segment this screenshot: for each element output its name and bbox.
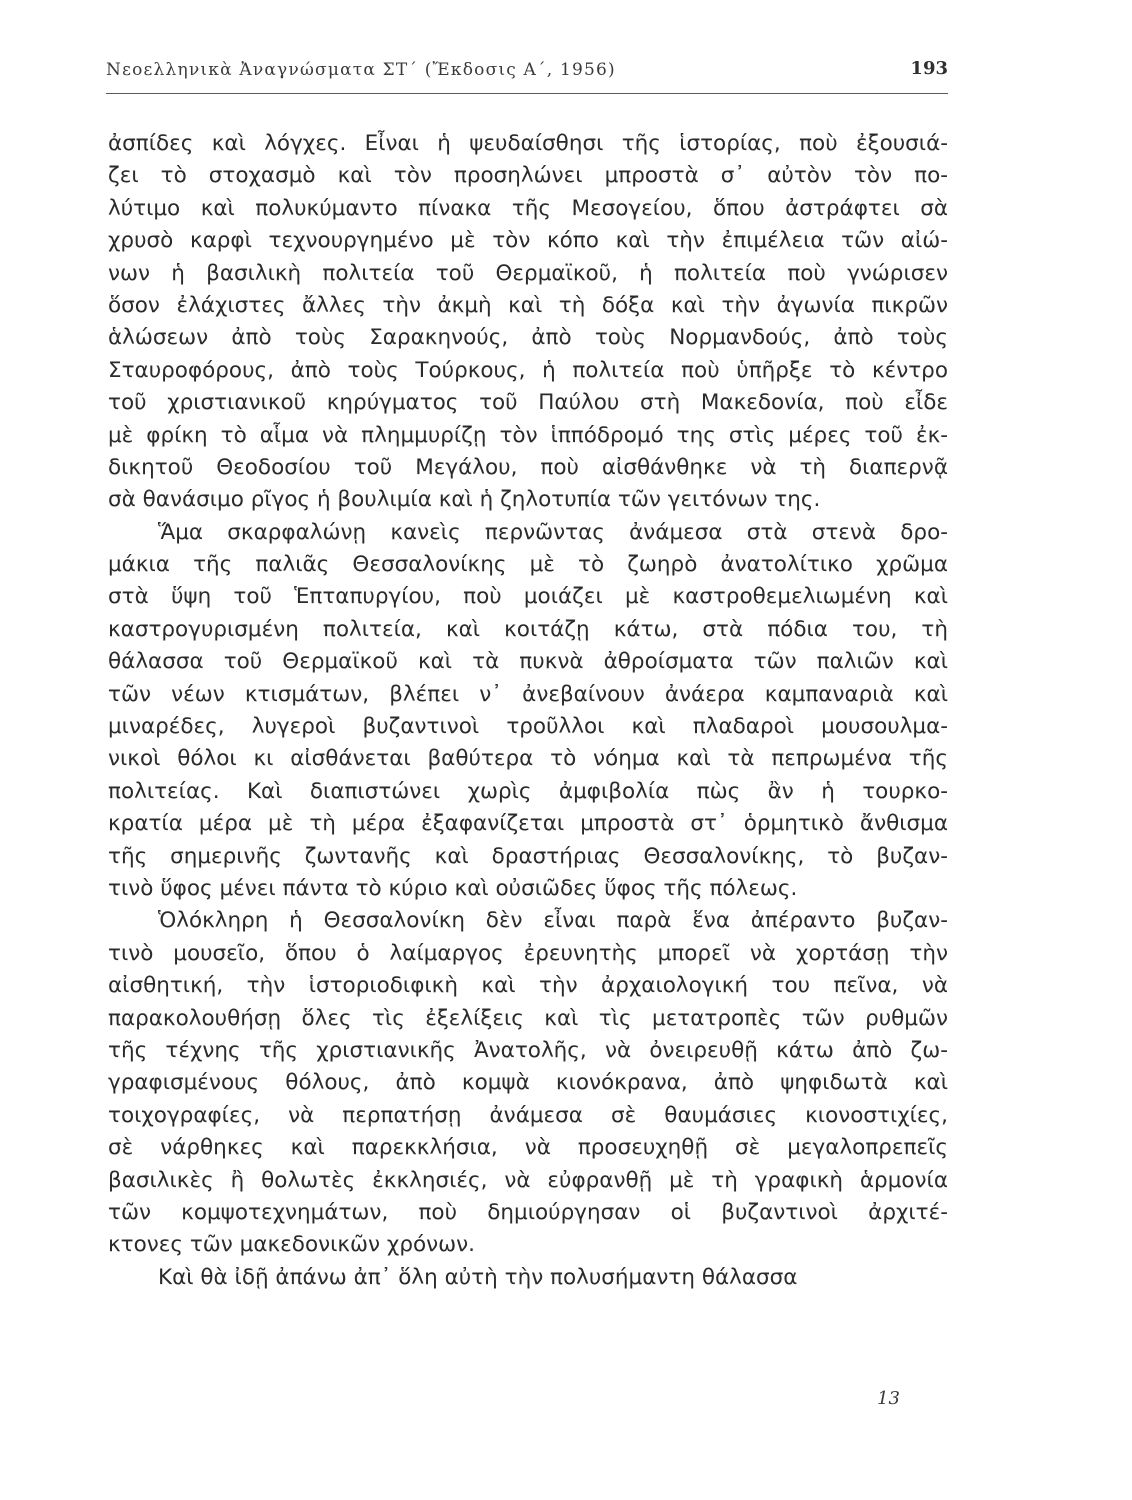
header-title: Νεοελληνικὰ Ἀναγνώσματα ΣΤ΄ (Ἔκδοσις Α΄, 1956) [106,60,616,80]
text-line: πολιτείας. Καὶ διαπιστώνει χωρὶς ἀμφιβολία πὼς ἂν ἡ τουρκο- [108,778,948,804]
text-line: Ἅμα σκαρφαλώνῃ κανεὶς περνῶντας ἀνάμεσα στὰ στενὰ δρο- [158,519,948,545]
page-number: 193 [910,58,948,79]
text-line: κτονες τῶν μακεδονικῶν χρόνων. [108,1232,475,1258]
text-line: τῶν νέων κτισμάτων, βλέπει ν᾽ ἀνεβαίνουν ἀνάερα καμπαναριὰ καὶ [108,681,948,707]
text-line: γραφισμένους θόλους, ἀπὸ κομψὰ κιονόκρανα, ἀπὸ ψηφιδωτὰ καὶ [108,1070,948,1096]
text-line: βασιλικὲς ἢ θολωτὲς ἐκκλησιές, νὰ εὐφρανθῇ μὲ τὴ γραφικὴ ἁρμονία [108,1167,948,1193]
text-line: ζει τὸ στοχασμὸ καὶ τὸν προσηλώνει μπροστὰ σ᾽ αὐτὸν τὸν πο- [108,163,948,189]
text-line: τοιχογραφίες, νὰ περπατήσῃ ἀνάμεσα σὲ θαυμάσιες κιονοστιχίες, [108,1102,948,1128]
text-line: λύτιμο καὶ πολυκύμαντο πίνακα τῆς Μεσογείου, ὅπου ἀστράφτει σὰ [108,195,948,221]
text-line: σὰ θανάσιμο ρῖγος ἡ βουλιμία καὶ ἡ ζηλοτυπία τῶν γειτόνων της. [108,487,821,513]
text-line: νικοὶ θόλοι κι αἰσθάνεται βαθύτερα τὸ νόημα καὶ τὰ πεπρωμένα τῆς [108,746,948,772]
text-line: μὲ φρίκη τὸ αἷμα νὰ πλημμυρίζῃ τὸν ἱππόδρομό της στὶς μέρες τοῦ ἐκ- [108,422,948,448]
text-line: καστρογυρισμένη πολιτεία, καὶ κοιτάζῃ κάτω, στὰ πόδια του, τὴ [108,616,948,642]
text-line: ἁλώσεων ἀπὸ τοὺς Σαρακηνούς, ἀπὸ τοὺς Νορμανδούς, ἀπὸ τοὺς [108,325,948,351]
text-line: στὰ ὕψη τοῦ Ἑπταπυργίου, ποὺ μοιάζει μὲ καστροθεμελιωμένη καὶ [108,584,948,610]
text-line: χρυσὸ καρφὶ τεχνουργημένο μὲ τὸν κόπο καὶ τὴν ἐπιμέλεια τῶν αἰώ- [108,228,948,254]
printer-signature: 13 [877,1388,900,1409]
text-line: τινὸ μουσεῖο, ὅπου ὁ λαίμαργος ἐρευνητὴς μπορεῖ νὰ χορτάσῃ τὴν [108,940,948,966]
text-line: τῆς σημερινῆς ζωντανῆς καὶ δραστήριας Θεσσαλονίκης, τὸ βυζαν- [108,843,948,869]
text-line: δικητοῦ Θεοδοσίου τοῦ Μεγάλου, ποὺ αἰσθάνθηκε νὰ τὴ διαπερνᾷ [108,454,948,480]
text-line: νων ἡ βασιλικὴ πολιτεία τοῦ Θερμαϊκοῦ, ἡ πολιτεία ποὺ γνώρισεν [108,260,948,286]
text-line: αἰσθητική, τὴν ἱστοριοδιφικὴ καὶ τὴν ἀρχαιολογική του πεῖνα, νὰ [108,973,948,999]
header-rule [106,93,948,94]
body-text [108,128,948,1294]
text-line: τῆς τέχνης τῆς χριστιανικῆς Ἀνατολῆς, νὰ ὀνειρευθῇ κάτω ἀπὸ ζω- [108,1037,948,1063]
text-line: τινὸ ὕφος μένει πάντα τὸ κύριο καὶ οὐσιῶδες ὕφος τῆς πόλεως. [108,875,798,901]
running-header [106,60,948,94]
text-line: Καὶ θὰ ἰδῇ ἀπάνω ἀπ᾽ ὅλη αὐτὴ τὴν πολυσήμαντη θάλασσα [158,1264,798,1290]
text-line: ἀσπίδες καὶ λόγχες. Εἶναι ἡ ψευδαίσθησι τῆς ἱστορίας, ποὺ ἐξουσιά- [108,131,948,156]
text-line: σὲ νάρθηκες καὶ παρεκκλήσια, νὰ προσευχηθῇ σὲ μεγαλοπρεπεῖς [108,1135,948,1161]
text-line: τῶν κομψοτεχνημάτων, ποὺ δημιούργησαν οἱ βυζαντινοὶ ἀρχιτέ- [108,1199,948,1225]
text-line: Ὁλόκληρη ἡ Θεσσαλονίκη δὲν εἶναι παρὰ ἕνα ἀπέραντο βυζαν- [158,908,948,934]
text-line: ὅσον ἐλάχιστες ἄλλες τὴν ἀκμὴ καὶ τὴ δόξα καὶ τὴν ἀγωνία πικρῶν [108,292,948,318]
text-line: μάκια τῆς παλιᾶς Θεσσαλονίκης μὲ τὸ ζωηρὸ ἀνατολίτικο χρῶμα [108,552,948,578]
text-line: τοῦ χριστιανικοῦ κηρύγματος τοῦ Παύλου στὴ Μακεδονία, ποὺ εἶδε [108,390,948,416]
text-line: παρακολουθήσῃ ὅλες τὶς ἐξελίξεις καὶ τὶς μετατροπὲς τῶν ρυθμῶν [108,1005,948,1031]
text-line: θάλασσα τοῦ Θερμαϊκοῦ καὶ τὰ πυκνὰ ἀθροίσματα τῶν παλιῶν καὶ [108,649,948,675]
text-line: Σταυροφόρους, ἀπὸ τοὺς Τούρκους, ἡ πολιτεία ποὺ ὑπῆρξε τὸ κέντρο [108,357,948,383]
text-line: μιναρέδες, λυγεροὶ βυζαντινοὶ τροῦλλοι καὶ πλαδαροὶ μουσουλμα- [108,714,948,740]
text-line: κρατία μέρα μὲ τὴ μέρα ἐξαφανίζεται μπροστὰ στ᾽ ὁρμητικὸ ἄνθισμα [108,811,948,837]
